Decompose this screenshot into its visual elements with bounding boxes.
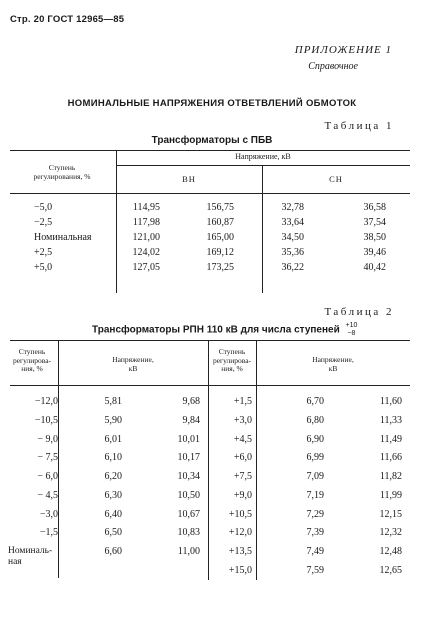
table1-step-cell: Номинальная <box>34 232 92 243</box>
table2-value-cell: 11,49 <box>379 434 402 445</box>
table1-value-cell: 117,98 <box>132 217 160 228</box>
table2-value-cell: 6,90 <box>306 434 324 445</box>
table1-value-cell: 114,95 <box>132 202 160 213</box>
table2-value-cell: 12,32 <box>379 527 402 538</box>
table2-value-cell: 6,50 <box>104 527 122 538</box>
appendix-title: ПРИЛОЖЕНИЕ 1 <box>294 44 392 56</box>
table1-value-cell: 173,25 <box>206 262 234 273</box>
table1-value-cell: 39,46 <box>363 247 386 258</box>
table1-head-sn: СН <box>329 174 343 184</box>
table2-value-cell: 6,40 <box>104 509 122 520</box>
table2-value-cell: 11,66 <box>379 452 402 463</box>
table1-value-cell: 33,64 <box>281 217 304 228</box>
table2-value-cell: 10,50 <box>177 490 200 501</box>
table2-value-cell: 10,34 <box>177 471 200 482</box>
table1-value-cell: 36,58 <box>363 202 386 213</box>
table2-value-cell: 10,01 <box>177 434 200 445</box>
table1-step-cell: −2,5 <box>34 217 53 228</box>
table1-value-cell: 35,36 <box>281 247 304 258</box>
table2-value-cell: 7,29 <box>306 509 324 520</box>
table2-value-cell: 6,99 <box>306 452 324 463</box>
table1-head-voltage: Напряжение, кВ <box>235 152 291 161</box>
table1-value-cell: 156,75 <box>206 202 234 213</box>
table2-value-cell: 6,20 <box>104 471 122 482</box>
table2-value-cell: 6,80 <box>306 415 324 426</box>
table2-value-cell: 6,70 <box>306 396 324 407</box>
table2-step-cell: Номиналь- ная <box>8 546 53 567</box>
table2-value-cell: 5,90 <box>104 415 122 426</box>
table2-step-cell: +9,0 <box>233 490 252 501</box>
table2-value-cell: 9,68 <box>182 396 200 407</box>
table2-step-cell: − 9,0 <box>37 434 58 445</box>
table2-head-voltage-right: Напряжение, кВ <box>312 355 354 373</box>
table1-step-cell: −5,0 <box>34 202 53 213</box>
table2-value-cell: 11,33 <box>379 415 402 426</box>
table2-value-cell: 12,15 <box>379 509 402 520</box>
table1-value-cell: 34,50 <box>281 232 304 243</box>
table2-value-cell: 10,67 <box>177 509 200 520</box>
table1-title: Трансформаторы с ПБВ <box>151 135 273 146</box>
table2-value-cell: 7,09 <box>306 471 324 482</box>
table2-value-cell: 6,30 <box>104 490 122 501</box>
table2-step-cell: +7,5 <box>233 471 252 482</box>
table2-value-cell: 11,60 <box>379 396 402 407</box>
table2-head-step-right: Ступень регулирова- ния, % <box>212 347 252 373</box>
table1-head-step: Ступень регулирования, % <box>33 163 91 181</box>
table1-value-cell: 32,78 <box>281 202 304 213</box>
table1-value-cell: 36,22 <box>281 262 304 273</box>
table1-value-cell: 40,42 <box>363 262 386 273</box>
table2-step-cell: − 7,5 <box>37 452 58 463</box>
table2-step-cell: − 6,0 <box>37 471 58 482</box>
table2-number: Таблица 2 <box>324 306 394 318</box>
table2-step-cell: −1,5 <box>39 527 58 538</box>
table2-step-cell: +15,0 <box>228 565 252 576</box>
table2-step-cell: −12,0 <box>34 396 58 407</box>
main-title: НОМИНАЛЬНЫЕ НАПРЯЖЕНИЯ ОТВЕТВЛЕНИЙ ОБМОТОК <box>67 98 357 109</box>
table1-value-cell: 165,00 <box>206 232 234 243</box>
table2-value-cell: 11,99 <box>379 490 402 501</box>
table2-value-cell: 12,48 <box>379 546 402 557</box>
table2-title: Трансформаторы РПН 110 кВ для числа ступеней +10 −8 <box>92 322 358 337</box>
table2-head-voltage-left: Напряжение, кВ <box>112 355 154 373</box>
table2-value-cell: 7,19 <box>306 490 324 501</box>
table1-step-cell: +2,5 <box>34 247 53 258</box>
table1-step-cell: +5,0 <box>34 262 53 273</box>
table2-value-cell: 5,81 <box>104 396 122 407</box>
table2-value-cell: 9,84 <box>182 415 200 426</box>
table2-value-cell: 7,39 <box>306 527 324 538</box>
table2-step-cell: +4,5 <box>233 434 252 445</box>
table2-value-cell: 11,82 <box>379 471 402 482</box>
table1-value-cell: 121,00 <box>132 232 160 243</box>
table2-value-cell: 10,17 <box>177 452 200 463</box>
appendix-subtitle: Справочное <box>308 61 358 72</box>
table2-step-cell: +1,5 <box>233 396 252 407</box>
table2-step-cell: − 4,5 <box>37 490 58 501</box>
table2-step-cell: +10,5 <box>228 509 252 520</box>
table1-number: Таблица 1 <box>324 120 394 132</box>
table1-value-cell: 160,87 <box>206 217 234 228</box>
table1-value-cell: 124,02 <box>132 247 160 258</box>
table2-step-cell: −10,5 <box>34 415 58 426</box>
table2-value-cell: 10,83 <box>177 527 200 538</box>
table1-value-cell: 38,50 <box>363 232 386 243</box>
table2-value-cell: 6,01 <box>104 434 122 445</box>
table2-step-cell: +12,0 <box>228 527 252 538</box>
table2-value-cell: 7,49 <box>306 546 324 557</box>
table2-value-cell: 6,10 <box>104 452 122 463</box>
table1-value-cell: 127,05 <box>132 262 160 273</box>
table1-value-cell: 37,54 <box>363 217 386 228</box>
table2-value-cell: 6,60 <box>104 546 122 557</box>
table1-head-vn: ВН <box>182 174 196 184</box>
table2-step-cell: +3,0 <box>233 415 252 426</box>
table2-steps-fraction: +10 −8 <box>345 322 358 337</box>
table2-value-cell: 7,59 <box>306 565 324 576</box>
table2-head-step-left: Ступень регулирова- ния, % <box>12 347 52 373</box>
table2-value-cell: 12,65 <box>379 565 402 576</box>
table2-step-cell: +13,5 <box>228 546 252 557</box>
page-header: Стр. 20 ГОСТ 12965—85 <box>10 14 125 25</box>
table2-step-cell: +6,0 <box>233 452 252 463</box>
table2-value-cell: 11,00 <box>177 546 200 557</box>
table1-value-cell: 169,12 <box>206 247 234 258</box>
table2-step-cell: −3,0 <box>39 509 58 520</box>
